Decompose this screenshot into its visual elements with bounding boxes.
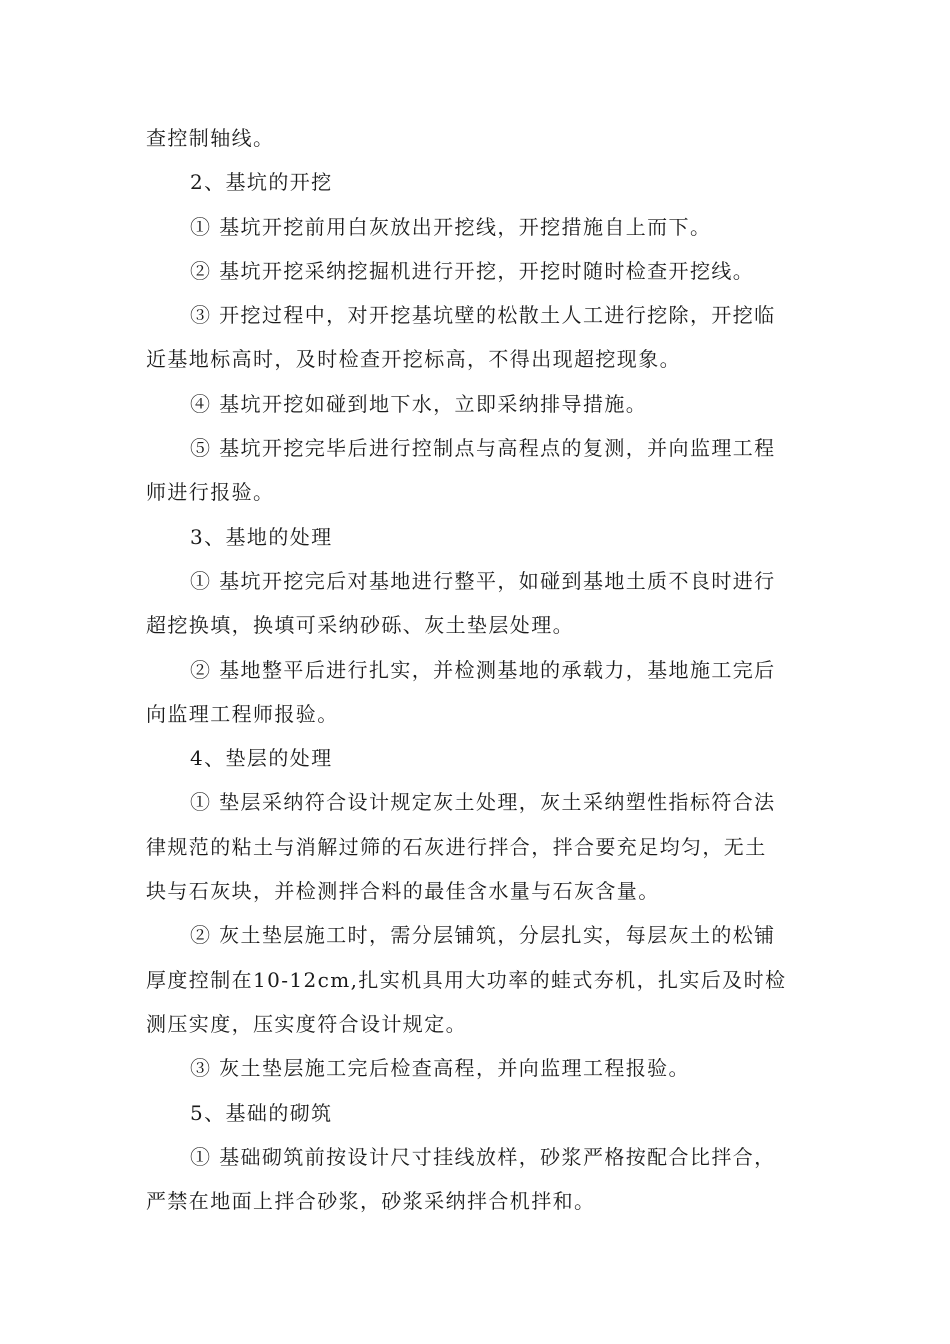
text-line: 4、垫层的处理 [190,746,333,771]
text-line: ② 基地整平后进行扎实，并检测基地的承载力，基地施工完后 [190,657,776,682]
text-line: ③ 灰土垫层施工完后检查高程，并向监理工程报验。 [190,1056,690,1081]
text-line: ⑤ 基坑开挖完毕后进行控制点与高程点的复测，并向监理工程 [190,436,776,461]
text-line: ① 垫层采纳符合设计规定灰土处理，灰土采纳塑性指标符合法 [190,790,776,815]
text-line: ③ 开挖过程中，对开挖基坑壁的松散土人工进行挖除，开挖临 [190,303,776,328]
text-line: 厚度控制在10-12cm,扎实机具用大功率的蛙式夯机，扎实后及时检 [146,967,787,992]
text-line: ② 基坑开挖采纳挖掘机进行开挖，开挖时随时检查开挖线。 [190,258,755,283]
text-line: 向监理工程师报验。 [146,701,339,726]
text-line: ① 基坑开挖前用白灰放出开挖线，开挖措施自上而下。 [190,214,712,239]
text-line: 块与石灰块，并检测拌合料的最佳含水量与石灰含量。 [146,879,660,904]
text-line: 严禁在地面上拌合砂浆，砂浆采纳拌合机拌和。 [146,1189,596,1214]
text-line: ① 基坑开挖完后对基地进行整平，如碰到基地土质不良时进行 [190,568,776,593]
text-line: 5、基础的砌筑 [190,1100,333,1125]
document-body [146,116,810,1223]
text-line: 查控制轴线。 [146,126,275,150]
text-line: 2、基坑的开挖 [190,170,333,195]
text-line: ① 基础砌筑前按设计尺寸挂线放样，砂浆严格按配合比拌合， [190,1144,776,1169]
text-line: 律规范的粘土与消解过筛的石灰进行拌合，拌合要充足均匀，无土 [146,834,767,859]
text-line: 3、基地的处理 [190,524,333,549]
text-line: 师进行报验。 [146,480,275,505]
text-line: ④ 基坑开挖如碰到地下水，立即采纳排导措施。 [190,391,648,416]
text-line: 测压实度，压实度符合设计规定。 [146,1011,467,1036]
text-line: 近基地标高时，及时检查开挖标高，不得出现超挖现象。 [146,347,681,372]
text-line: 超挖换填，换填可采纳砂砾、灰土垫层处理。 [146,613,574,638]
text-line: ② 灰土垫层施工时，需分层铺筑，分层扎实，每层灰土的松铺 [190,923,776,948]
